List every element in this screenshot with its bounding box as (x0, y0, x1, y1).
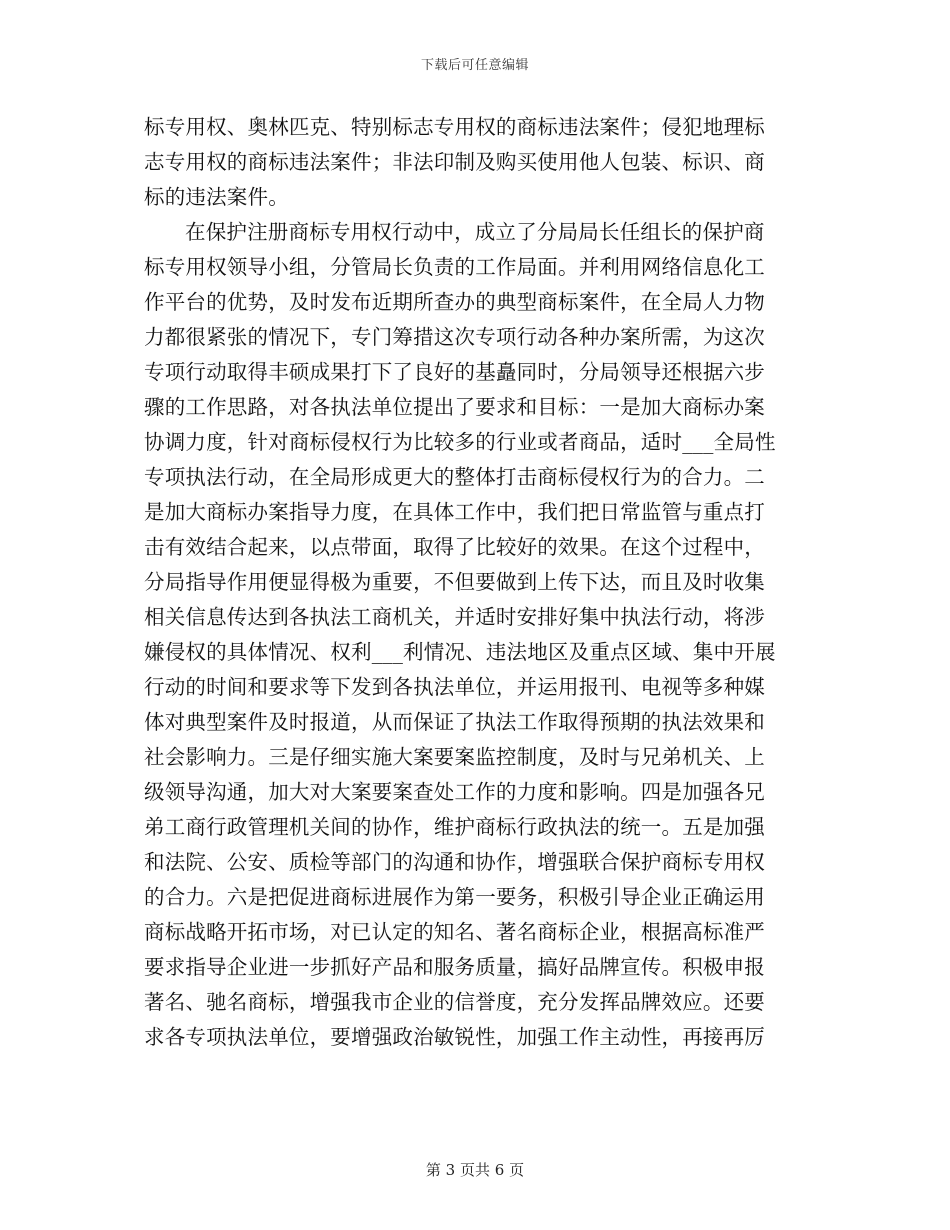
page-number-footer: 第 3 页共 6 页 (425, 1161, 525, 1179)
text-line: 力都很紧张的情况下，专门筹措这次专项行动各种办案所需，为这次 (144, 325, 765, 349)
text-line: 标专用权、奥林匹克、特别标志专用权的商标违法案件；侵犯地理标 (144, 115, 765, 139)
text-line: 要求指导企业进一步抓好产品和服务质量，搞好品牌宣传。积极申报 (144, 955, 765, 979)
text-line: 商标战略开拓市场，对已认定的知名、著名商标企业，根据高标准严 (144, 920, 765, 944)
text-line: 弟工商行政管理机关间的协作，维护商标行政执法的统一。五是加强 (144, 815, 765, 839)
document-body (144, 110, 800, 1055)
text-line: 协调力度，针对商标侵权行为比较多的行业或者商品，适时___全局性 (144, 430, 776, 454)
text-line: 著名、驰名商标，增强我市企业的信誉度，充分发挥品牌效应。还要 (144, 990, 765, 1014)
text-line: 求各专项执法单位，要增强政治敏锐性，加强工作主动性，再接再厉 (144, 1025, 765, 1049)
text-line: 标的违法案件。 (144, 185, 289, 209)
text-line: 相关信息传达到各执法工商机关，并适时安排好集中执法行动，将涉 (144, 605, 765, 629)
text-line: 骤的工作思路，对各执法单位提出了要求和目标：一是加大商标办案 (144, 395, 765, 419)
text-line: 的合力。六是把促进商标进展作为第一要务，积极引导企业正确运用 (144, 885, 765, 909)
text-line: 专项执法行动，在全局形成更大的整体打击商标侵权行为的合力。二 (144, 465, 765, 489)
text-line: 和法院、公安、质检等部门的沟通和协作，增强联合保护商标专用权 (144, 850, 765, 874)
page-header: 下载后可任意编辑 (420, 58, 529, 73)
text-line: 击有效结合起来，以点带面，取得了比较好的效果。在这个过程中， (144, 535, 765, 559)
text-line: 专项行动取得丰硕成果打下了良好的基矗同时，分局领导还根据六步 (144, 360, 765, 384)
text-line: 分局指导作用便显得极为重要，不但要做到上传下达，而且及时收集 (144, 570, 765, 594)
text-line: 体对典型案件及时报道，从而保证了执法工作取得预期的执法效果和 (144, 710, 765, 734)
text-line: 志专用权的商标违法案件；非法印制及购买使用他人包装、标识、商 (144, 150, 765, 174)
text-line: 标专用权领导小组，分管局长负责的工作局面。并利用网络信息化工 (144, 255, 765, 279)
text-line: 级领导沟通，加大对大案要案查处工作的力度和影响。四是加强各兄 (144, 780, 765, 804)
text-line: 社会影响力。三是仔细实施大案要案监控制度，及时与兄弟机关、上 (144, 745, 765, 769)
paragraph-first-line: 在保护注册商标专用权行动中，成立了分局局长任组长的保护商 (185, 220, 765, 244)
text-line: 作平台的优势，及时发布近期所查办的典型商标案件，在全局人力物 (144, 290, 765, 314)
text-line: 嫌侵权的具体情况、权利___利情况、违法地区及重点区域、集中开展 (144, 640, 776, 664)
text-line: 行动的时间和要求等下发到各执法单位，并运用报刊、电视等多种媒 (144, 675, 765, 699)
text-line: 是加大商标办案指导力度，在具体工作中，我们把日常监管与重点打 (144, 500, 765, 524)
